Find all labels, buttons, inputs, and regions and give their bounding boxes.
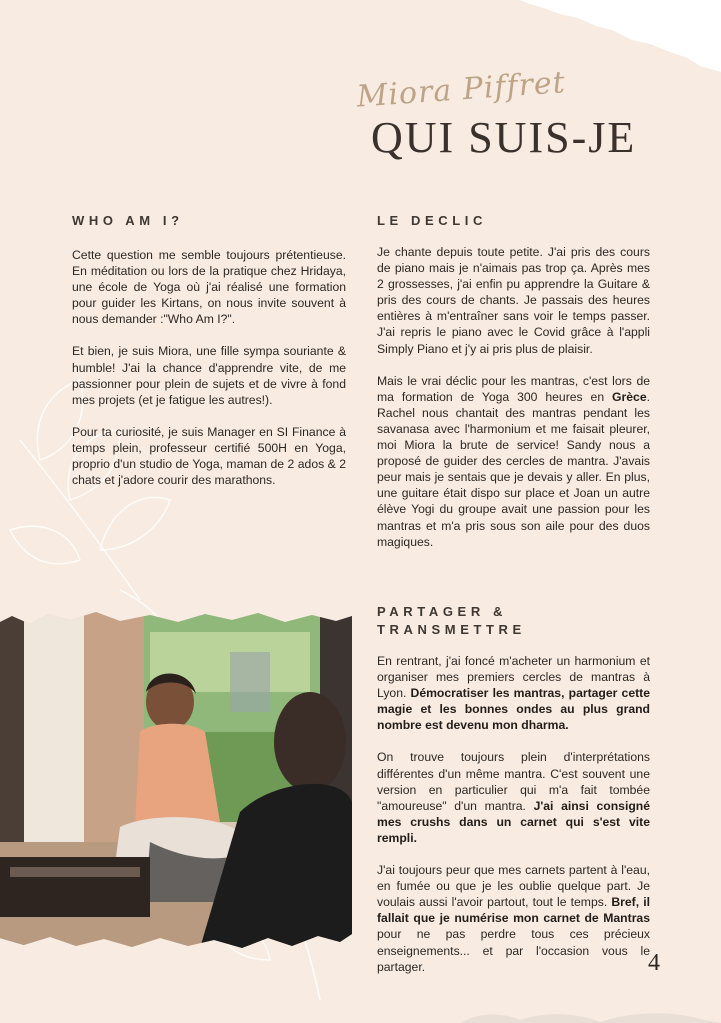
- photo-woman-harmonium: [0, 612, 352, 948]
- bold-grece: Grèce: [612, 389, 647, 404]
- who-am-i-text: [72, 247, 346, 504]
- page-number: 4: [648, 950, 660, 976]
- who-paragraph-2: Et bien, je suis Miora, une fille sympa souriante & humble! J'ai la chance d'apprendre vite, de me passionner pour plein de sujets et de vivre à fond mes projets (et je fatigue les autres!).: [72, 344, 346, 407]
- le-declic-text: [377, 244, 650, 566]
- declic-paragraph-1: Je chante depuis toute petite. J'ai pris des cours de piano mais je n'aimais pas trop ça. Après mes 2 grossesses, j'ai enfin pu apprendre la Guitare & pris des cours de chants. Je passais des heures entières à m'entraîner sans voir le temps passer. J'ai repris le piano avec le Covid grâce à l'appli Simply Piano et j'y ai pris plus de plaisir.: [377, 245, 650, 356]
- signature-script: Miora Piffret: [355, 65, 567, 115]
- bottom-torn-edge: [440, 1010, 721, 1023]
- partager-paragraph-3: J'ai toujours peur que mes carnets partent à l'eau, en fumée ou que je les oublie quelque part. Je voulais aussi l'avoir partout, tout le temps. Bref, il fallait que je numérise mon carnet de Mantras pour ne pas perdre tous ces précieux enseignements... et par l'occasion vous le partager.: [377, 863, 650, 974]
- declic-paragraph-2: Mais le vrai déclic pour les mantras, c'est lors de ma formation de Yoga 300 heures en Grèce. Rachel nous chantait des mantras pendant les savanasa avec l'harmonium et me faisait pleurer, moi Miora la brute de service! Sandy nous a proposé de guider des cercles de mantra. J'avais peur mais je sentais que je devais y aller. En plus, une guitare était dispo sur place et Joan un autre élève Yogi du groupe avait une passion pour les mantras et m'a pris sous son aile pour des duos magiques.: [377, 373, 650, 549]
- partager-paragraph-2: On trouve toujours plein d'interprétations différentes d'un même mantra. C'est souvent une version en particulier qui m'a fait tombée "amoureuse" d'un mantra. J'ai ainsi consigné mes crushs dans un carnet qui s'est vite rempli.: [377, 750, 651, 845]
- who-am-i-heading: WHO AM I?: [72, 213, 184, 228]
- partager-text: [377, 653, 650, 991]
- partager-paragraph-1: En rentrant, j'ai foncé m'acheter un harmonium et organiser mes premiers cercles de mantras à Lyon. Démocratiser les mantras, partager cette magie et les bonnes ondes au plus grand nombre est devenu mon dharma.: [377, 654, 650, 733]
- who-paragraph-1: Cette question me semble toujours prétentieuse. En méditation ou lors de la pratique chez Hridaya, une école de Yoga où j'ai réalisé une formation pour guider les Kirtans, on nous invite souvent à nous demander :"Who Am I?".: [72, 248, 346, 327]
- page-title: QUI SUIS-JE: [371, 113, 637, 162]
- who-paragraph-3: Pour ta curiosité, je suis Manager en SI Finance à temps plein, professeur certifié 500H en Yoga, proprio d'un studio de Yoga, maman de 2 ados & 2 chats et j'adore courir des marathons.: [72, 424, 346, 488]
- le-declic-heading: LE DECLIC: [377, 213, 488, 228]
- torn-paper-decoration: [0, 0, 721, 80]
- partager-heading: PARTAGER & TRANSMETTRE: [377, 604, 526, 637]
